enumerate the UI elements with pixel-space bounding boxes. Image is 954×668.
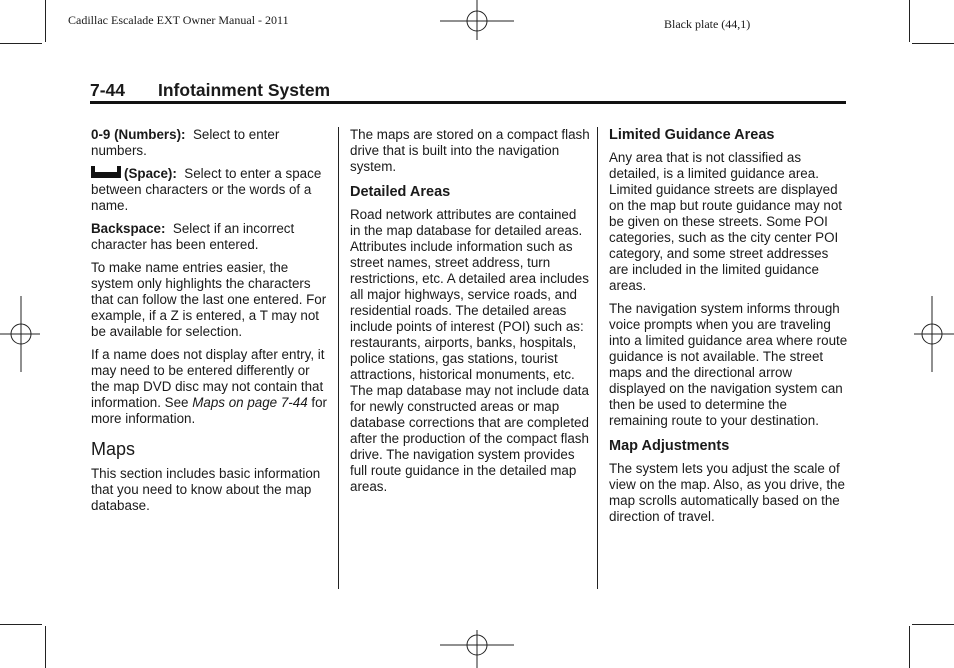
space-text: Select to enter a space between characters or the words of a name. [91, 166, 322, 213]
limited-guidance-heading: Limited Guidance Areas [609, 127, 775, 143]
numbers-paragraph [91, 127, 331, 159]
maps-storage-paragraph: The maps are stored on a compact flash drive that is built into the navigation system. [350, 127, 590, 174]
voice-prompts-paragraph: The navigation system informs through voice prompts when you are traveling into a limited guidance area where route guidance is not available. The street maps and the directional arrow displayed on the navigation system can then be used to determine the remaining route to your destination. [609, 301, 848, 428]
column-divider [338, 127, 339, 589]
limited-guidance-paragraph: Any area that is not classified as detailed, is a limited guidance area. Limited guidance streets are displayed on the map but route guidance may not be given on these streets. Some POI categories, such as the city center POI category, and some street addresses are included in the limited guidance areas. [609, 150, 843, 293]
registration-mark-top [440, 0, 514, 44]
name-entries-paragraph: To make name entries easier, the system only highlights the characters that can follow the last one entered. For example, if a Z is entered, a T may not be available for selection. [91, 260, 327, 339]
map-adjustments-heading: Map Adjustments [609, 438, 730, 454]
column-3 [609, 127, 849, 532]
column-2 [350, 127, 590, 502]
plate-label: Black plate (44,1) [664, 17, 751, 31]
numbers-text: Select to enter numbers. [91, 127, 280, 158]
numbers-label: 0-9 (Numbers): [91, 127, 186, 142]
space-paragraph [91, 166, 331, 214]
column-1 [91, 127, 331, 521]
maps-cross-reference-link[interactable]: Maps on page 7-44 [192, 395, 308, 410]
space-label: (Space): [124, 166, 177, 181]
backspace-paragraph [91, 221, 331, 253]
detailed-areas-paragraph: Road network attributes are contained in the map database for detailed areas. Attributes include information such as street names, street address, turn restrictions, etc. A detailed area includes all major highways, service roads, and residential roads. The detailed areas include points of interest (POI) such as: restaurants, airports, banks, hospitals, police stations, gas stations, tourist attractions, historical monuments, etc. The map database may not include data for newly constructed areas or map database corrections that are completed after the production of the compact flash drive. The navigation system provides full route guidance in the detailed map areas. [350, 207, 589, 494]
section-title: Infotainment System [158, 80, 331, 100]
maps-heading: Maps [91, 439, 136, 459]
registration-mark-right [910, 296, 954, 372]
backspace-label: Backspace: [91, 221, 166, 236]
page-heading [90, 80, 330, 101]
registration-mark-left [0, 296, 44, 372]
name-not-display-tail: for more information. [91, 395, 328, 426]
title-rule [90, 101, 846, 104]
column-divider [597, 127, 598, 589]
name-not-display-text: If a name does not display after entry, it may need to be entered differently or the map DVD disc may not contain that information. See [91, 347, 325, 410]
map-adjustments-paragraph: The system lets you adjust the scale of view on the map. Also, as you drive, the map scrolls automatically based on the direction of travel. [609, 461, 845, 524]
page-number: 7-44 [90, 80, 126, 100]
backspace-text: Select if an incorrect character has been entered. [91, 221, 295, 252]
detailed-areas-heading: Detailed Areas [350, 184, 451, 200]
maps-intro-paragraph: This section includes basic information that you need to know about the map database. [91, 466, 321, 513]
name-not-display-paragraph [91, 347, 331, 427]
registration-mark-bottom [440, 626, 514, 668]
manual-title: Cadillac Escalade EXT Owner Manual - 2011 [68, 13, 289, 27]
space-bar-icon [91, 166, 121, 178]
